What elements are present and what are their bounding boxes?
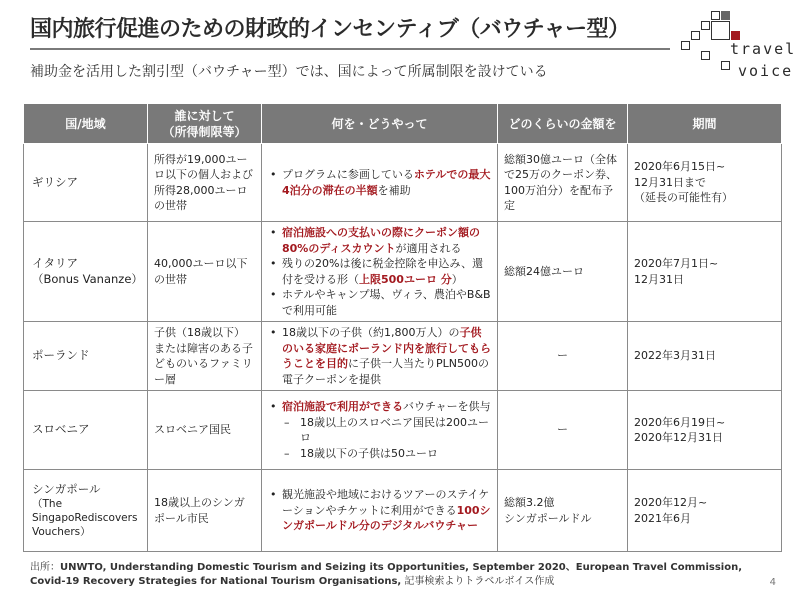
logo-square-accent [731,31,740,40]
logo-square [711,11,720,20]
who-cell: 子供（18歳以下）または障害のある子どものいるファミリー層 [148,322,262,391]
amount-line: 総額3.2億 [504,496,555,509]
title-divider [30,48,670,50]
period-line: 2020年12月~ [634,496,708,509]
period-cell [628,470,782,552]
header-country: 国/地域 [24,104,148,144]
what-bullet [268,325,491,387]
header-who-line2: （所得制限等） [162,124,247,139]
bullet-text: 観光施設や地域におけるツアーのステイケーションやチケットに利用ができる [282,488,490,517]
table-row [24,322,782,391]
amount-cell [498,470,628,552]
header-who-line1: 誰に対して [174,108,235,123]
who-cell: 40,000ユーロ以下の世帯 [148,222,262,322]
slide-title: 国内旅行促進のための財政的インセンティブ（バウチャー型） [30,17,630,42]
what-bullet [268,399,491,461]
bullet-highlight: 上限500ユーロ 分 [359,272,452,286]
header-what: 何を・どうやって [262,104,498,144]
source-label: 出所： [30,562,60,573]
period-line: 2020年6月15日~ [634,160,726,174]
logo-square [711,21,730,40]
who-cell: 所得が19,000ユーロ以下の個人および所得28,000ユーロの世帯 [148,144,262,222]
bullet-text: を補助 [377,183,411,197]
country-name: ギリシア [32,174,78,189]
travelvoice-logo [672,8,800,88]
table-row [24,391,782,470]
source-note [30,561,770,589]
logo-text-travel: travel [730,40,797,58]
table-row [24,222,782,322]
country-cell [24,391,148,470]
period-line: 12月31日まで [634,175,706,189]
period-line: 2022年3月31日 [634,349,716,363]
amount-cell: 総額24億ユーロ [498,222,628,322]
incentive-table [23,103,782,552]
what-cell [262,144,498,222]
bullet-text: が適用される [395,241,462,255]
what-bullet [268,225,491,256]
bullet-highlight: ホテルでの最大4泊分の滞在の半額 [282,168,491,197]
table-row [24,470,782,552]
what-bullet [268,487,491,534]
period-line: 2020年7月1日~ [634,257,719,270]
country-cell [24,222,148,322]
header-period: 期間 [628,104,782,144]
bullet-text: バウチャーを供与 [403,400,491,413]
period-line: 2020年6月19日~ [634,415,726,429]
what-bullet [268,167,491,198]
country-name: ポーランド [32,348,90,363]
who-cell: 18歳以上のシンガポール市民 [148,470,262,552]
period-cell [628,322,782,391]
bullet-text: ） [451,272,463,286]
country-cell [24,144,148,222]
amount-line: シンガポールドル [504,511,592,525]
source-tail: 記事検索よりトラベルボイス作成 [401,576,555,587]
logo-square [721,61,730,70]
amount-cell: ー [498,322,628,391]
header-amount: どのくらいの金額を [498,104,628,144]
period-cell [628,144,782,222]
logo-square [721,11,730,20]
slide-subtitle: 補助金を活用した割引型（バウチャー型）では、国によって所属制限を設けている [30,64,548,80]
what-sub-bullet: – 18歳以上のスロベニア国民は200ユーロ [284,415,491,446]
who-cell: スロベニア国民 [148,391,262,470]
source-citation: UNWTO, Understanding Domestic Tourism and Seizing its Opportunities, September 2020、European Travel Commission, Covid-19 Recovery Strategies for National Tourism Organisations, [30,562,743,587]
country-name: シンガポール [32,481,101,496]
period-line: 2020年12月31日 [634,431,723,444]
bullet-highlight: 宿泊施設で利用ができる [282,400,403,413]
logo-square [681,41,690,50]
bullet-highlight: 宿泊施設への支払いの際にクーポン額の80%のディスカウント [282,226,480,255]
period-line: 12月31日 [634,272,684,286]
what-cell [262,322,498,391]
period-cell [628,391,782,470]
logo-text-voice: voice [738,62,794,80]
bullet-highlight: 子供のいる家庭にポーランド内を旅行してもらうことを目的 [282,326,491,370]
bullet-text: に子供一人当たりPLN500の電子クーポンを提供 [282,357,489,386]
what-bullet [268,256,491,287]
table-row [24,144,782,222]
country-name: スロベニア [32,422,90,437]
period-cell [628,222,782,322]
logo-square [691,31,700,40]
logo-square [701,51,710,60]
bullet-text: 18歳以下の子供（約1,800万人）の [282,326,460,339]
bullet-text: 残りの20%は後に税金控除を申込み、還付を受ける形（ [282,257,484,286]
what-cell [262,470,498,552]
country-cell [24,322,148,391]
period-line: 2021年6月 [634,511,691,525]
period-note: （延長の可能性有） [634,191,733,205]
amount-cell: 総額30億ユーロ（全体で25万のクーポン券、100万泊分）を配布予定 [498,144,628,222]
table-header-row [24,104,782,144]
what-cell [262,391,498,470]
bullet-highlight: 100シンガポールドル分のデジタルバウチャー [282,503,491,533]
what-sub-bullet: – 18歳以下の子供は50ユーロ [284,446,491,462]
bullet-text: ホテルやキャンプ場、ヴィラ、農泊やB&Bで利用可能 [282,288,491,317]
amount-cell: ー [498,391,628,470]
what-cell [262,222,498,322]
page-number: 4 [769,577,776,588]
header-who [148,104,262,144]
country-program: （Bonus Vananze） [32,271,143,286]
logo-square [701,21,710,30]
what-bullet [268,287,491,318]
country-name: イタリア [32,256,78,270]
bullet-text: プログラムに参画している [282,168,414,181]
country-program: （The SingapoRediscovers Vouchers） [32,498,138,539]
country-cell [24,470,148,552]
